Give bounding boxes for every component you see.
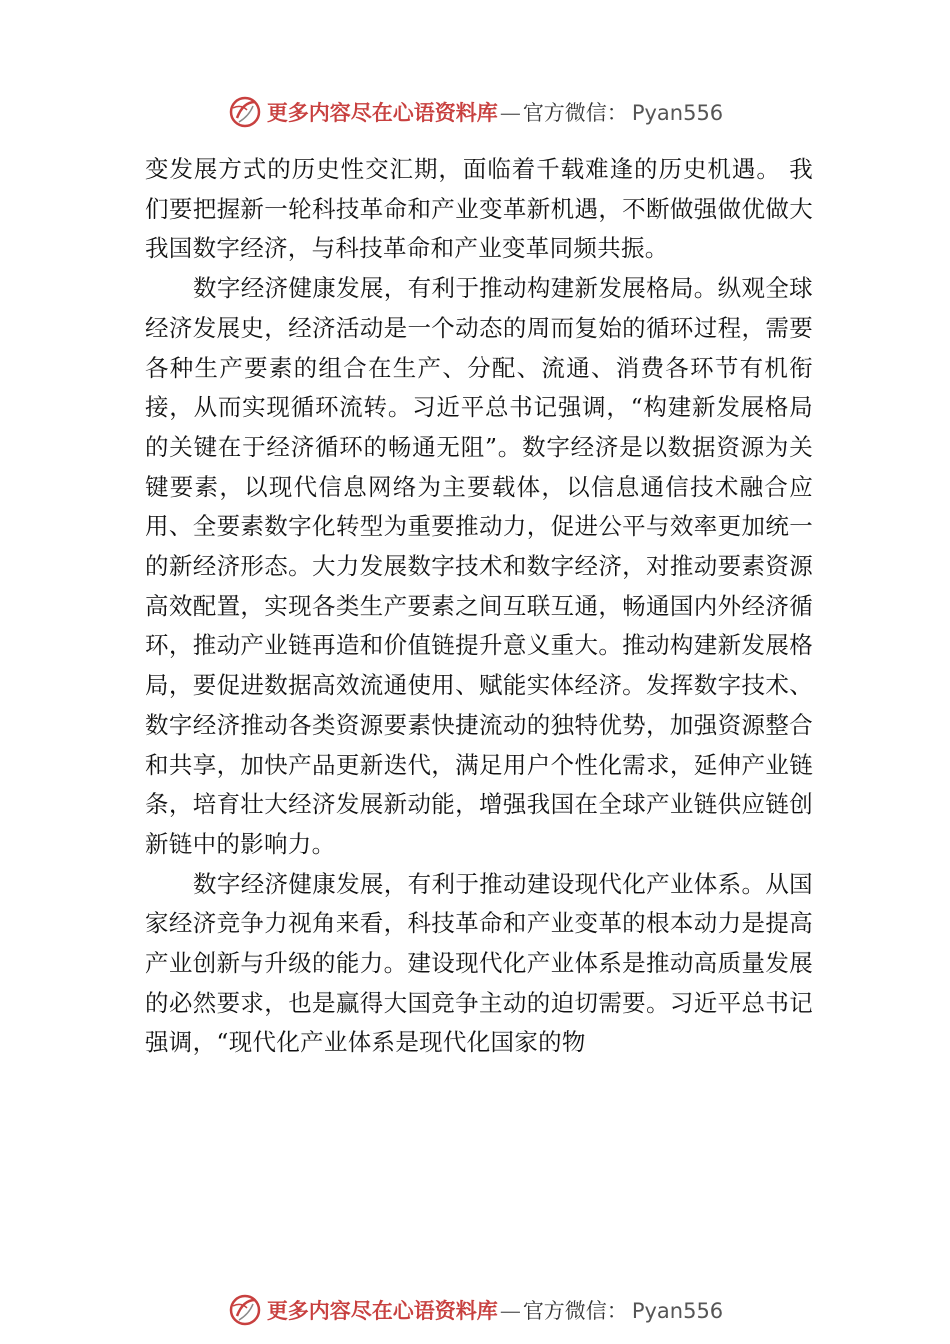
header-banner-text (267, 97, 723, 127)
footer-banner-text (267, 1295, 723, 1325)
paragraph-new-development-pattern: 数字经济健康发展，有利于推动构建新发展格局。纵观全球经济发展史，经济活动是一个动态的周而复始的循环过程，需要各种生产要素的组合在生产、分配、流通、消费各环节有机衔接，从而实现循环流转。习近平总书记强调，“构建新发展格局的关键在于经济循环的畅通无阻”。数字经济是以数据资源为关键要素，以现代信息网络为主要载体，以信息通信技术融合应用、全要素数字化转型为重要推动力，促进公平与效率更加统一的新经济形态。大力发展数字技术和数字经济，对推动要素资源高效配置，实现各类生产要素之间互联互通，畅通国内外经济循环，推动产业链再造和价值链提升意义重大。推动构建新发展格局，要促进数据高效流通使用、赋能实体经济。发挥数字技术、数字经济推动各类资源要素快捷流动的独特优势，加强资源整合和共享，加快产品更新迭代，满足用户个性化需求，延伸产业链条，培育壮大经济发展新动能，增强我国在全球产业链供应链创新链中的影响力。 (145, 274, 813, 858)
paragraph-modern-industrial-system: 数字经济健康发展，有利于推动建设现代化产业体系。从国家经济竞争力视角来看，科技革命和产业变革的根本动力是提高产业创新与升级的能力。建设现代化产业体系是推动高质量发展的必然要求，也是赢得大国竞争主动的迫切需要。习近平总书记强调，“现代化产业体系是现代化国家的物 (145, 869, 813, 1057)
paragraph-continuation: 变发展方式的历史性交汇期，面临着千载难逢的历史机遇。 我们要把握新一轮科技革命和产业变革新机遇，不断做强做优做大我国数字经济，与科技革命和产业变革同频共振。 (145, 155, 813, 263)
footer-banner-wechat-label: 官方微信： (522, 1299, 628, 1323)
footer-banner-lead: 更多内容尽在心语资料库 (266, 1298, 498, 1323)
swirl-quill-logo-icon (227, 94, 263, 130)
header-banner-lead: 更多内容尽在心语资料库 (266, 100, 498, 125)
swirl-quill-logo-icon (227, 1292, 263, 1328)
footer-banner (0, 1290, 950, 1330)
document-body (145, 150, 813, 1063)
header-banner (0, 92, 950, 132)
footer-banner-separator: — (499, 1299, 521, 1323)
header-banner-separator: — (499, 101, 521, 125)
header-banner-wechat-id: Pyan556 (631, 101, 724, 125)
footer-banner-wechat-id: Pyan556 (631, 1299, 724, 1323)
header-banner-wechat-label: 官方微信： (522, 101, 628, 125)
